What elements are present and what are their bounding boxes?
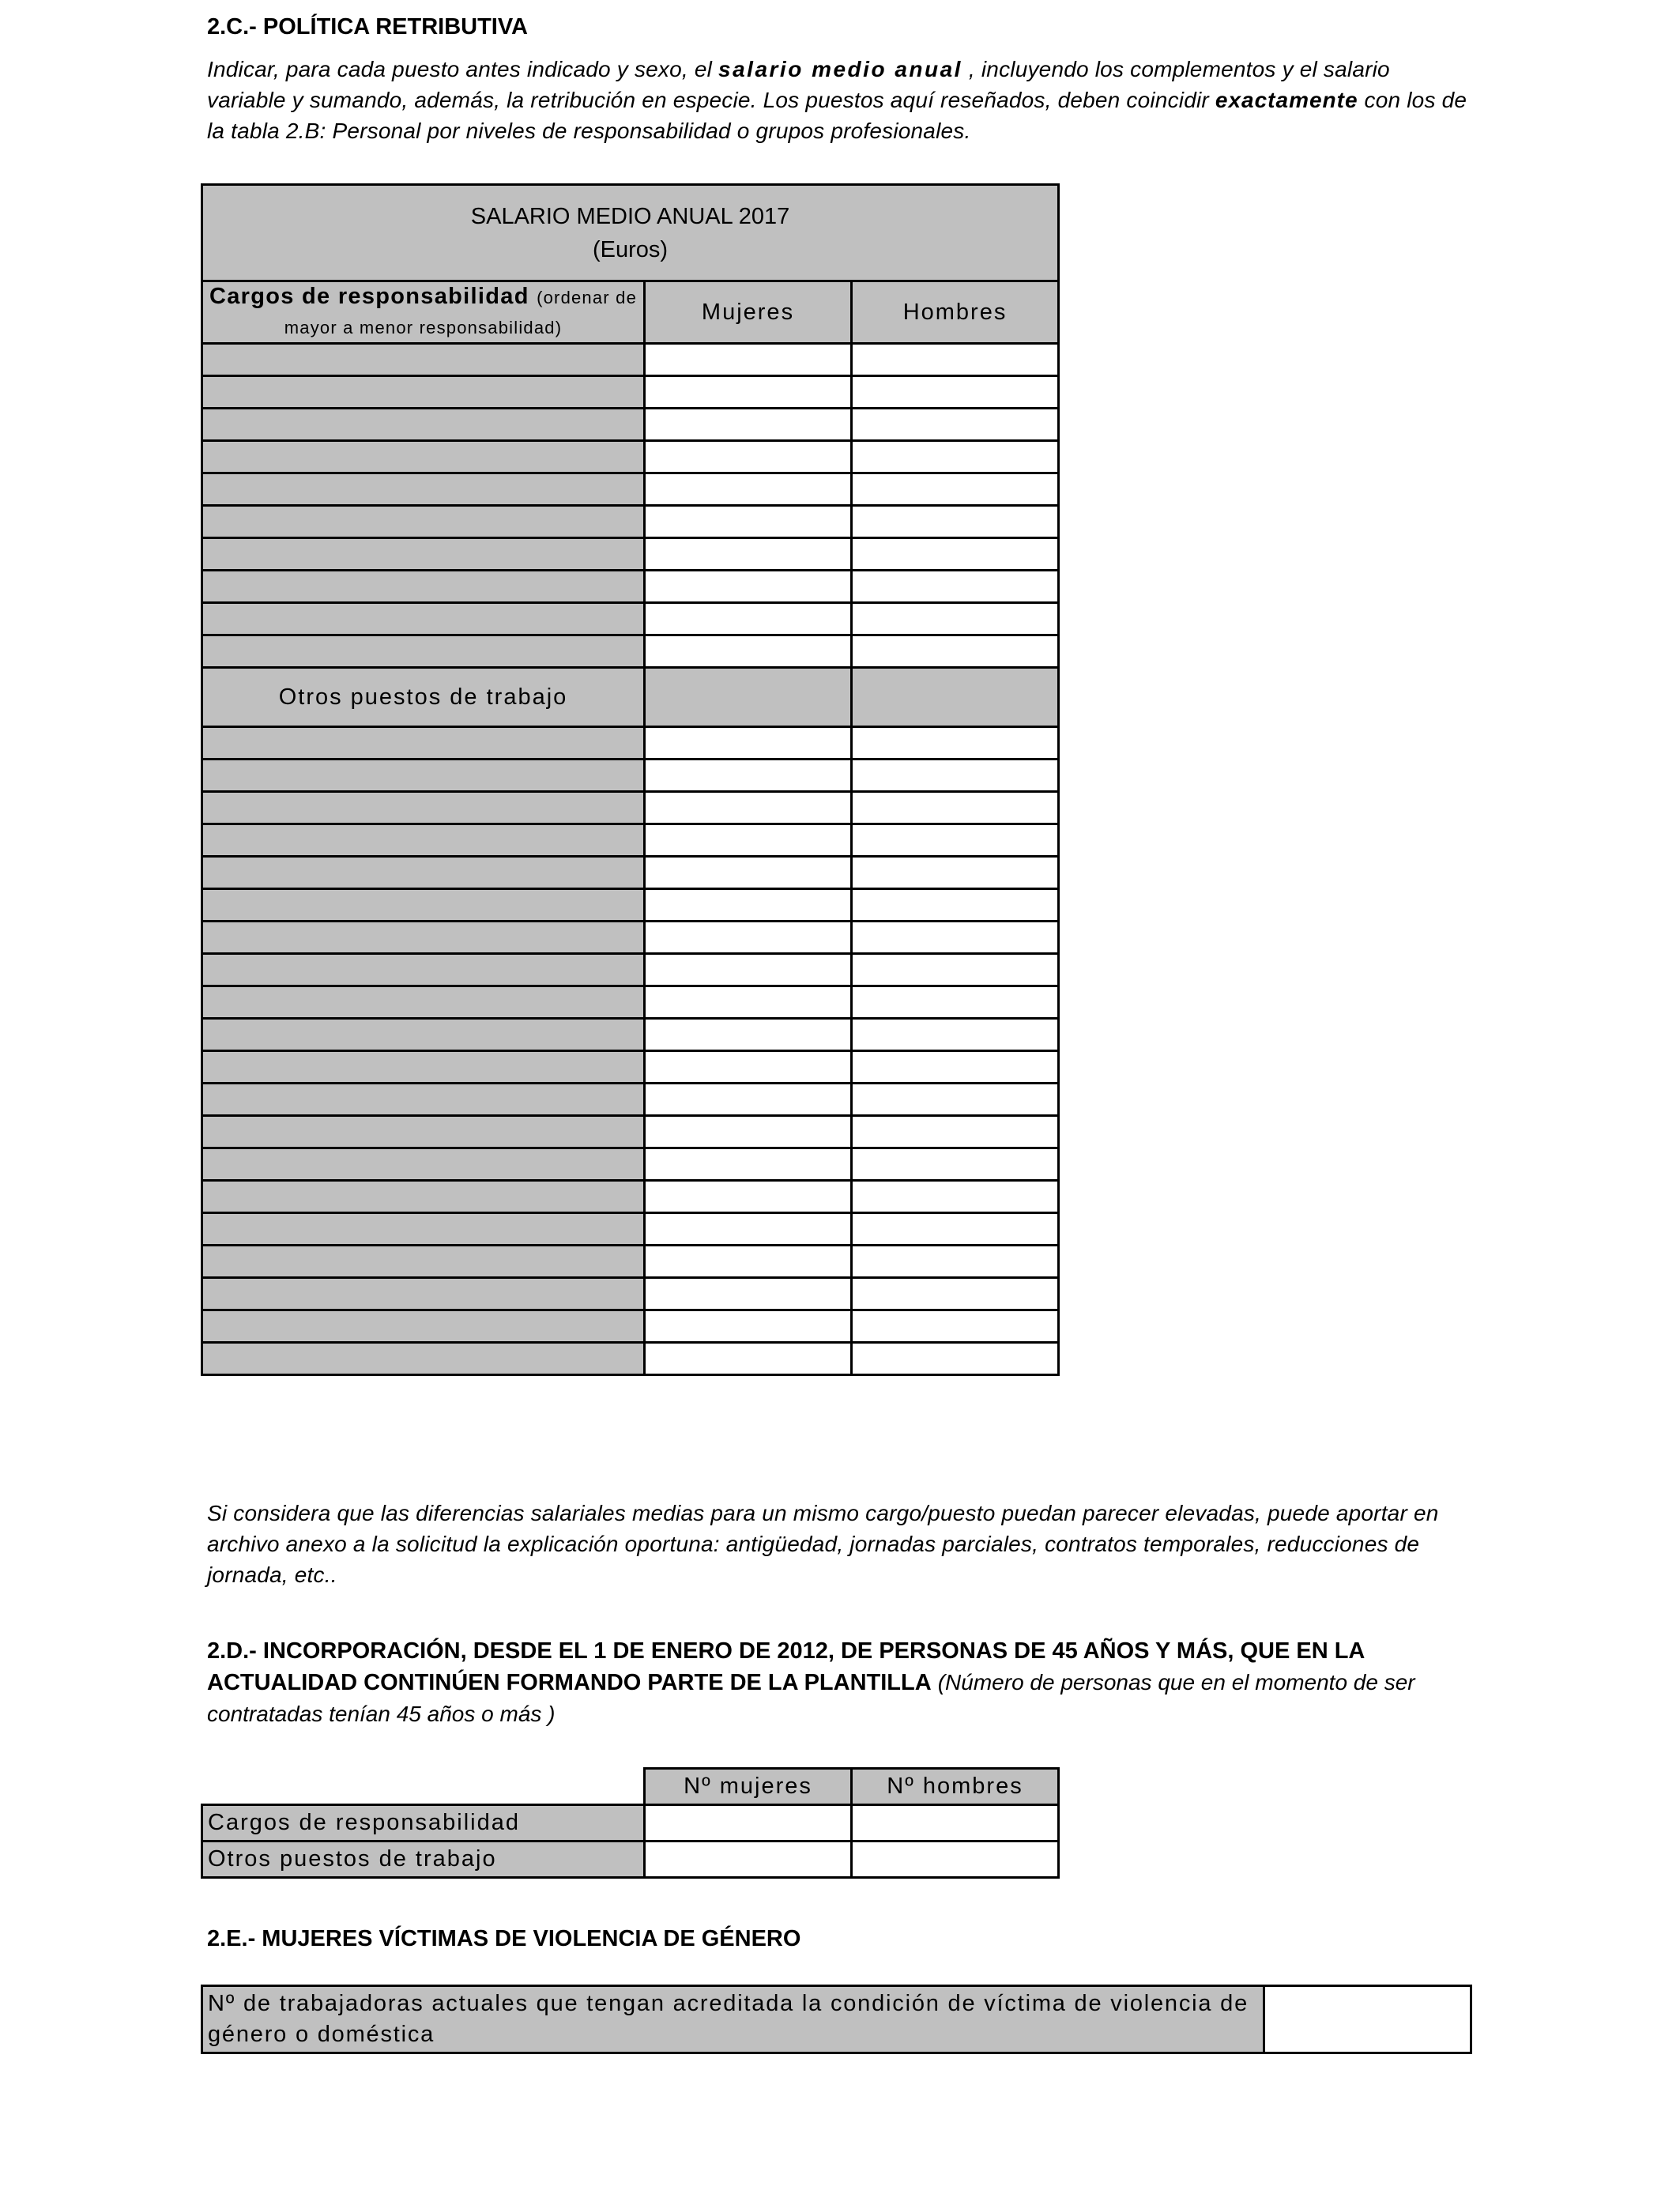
age-resp-men-input[interactable]	[852, 1805, 1059, 1842]
responsibility-row	[202, 409, 1059, 441]
responsibility-women-input[interactable]	[645, 603, 852, 635]
responsibility-row	[202, 571, 1059, 603]
other-job-row	[202, 1181, 1059, 1213]
responsibility-role-input[interactable]	[202, 441, 645, 473]
responsibility-women-input[interactable]	[645, 409, 852, 441]
other-job-row	[202, 1148, 1059, 1181]
other-job-men-input[interactable]	[852, 986, 1059, 1019]
other-job-men-input[interactable]	[852, 1148, 1059, 1181]
col-header-role	[202, 281, 645, 344]
other-job-row	[202, 857, 1059, 889]
other-job-row	[202, 1278, 1059, 1310]
other-job-men-input[interactable]	[852, 1116, 1059, 1148]
col-header-role-label: Cargos de responsabilidad	[209, 284, 529, 309]
other-jobs-women-header	[645, 668, 852, 727]
responsibility-role-input[interactable]	[202, 603, 645, 635]
salary-table-title-line1: SALARIO MEDIO ANUAL 2017	[470, 203, 790, 229]
other-job-role-input[interactable]	[202, 1310, 645, 1343]
other-job-women-input[interactable]	[645, 1181, 852, 1213]
responsibility-men-input[interactable]	[852, 441, 1059, 473]
other-job-role-input[interactable]	[202, 792, 645, 824]
other-job-men-input[interactable]	[852, 954, 1059, 986]
other-job-role-input[interactable]	[202, 1084, 645, 1116]
other-job-row	[202, 1310, 1059, 1343]
other-job-men-input[interactable]	[852, 1278, 1059, 1310]
section-c-intro	[207, 54, 1471, 146]
other-job-role-input[interactable]	[202, 1019, 645, 1051]
age-45-table	[201, 1767, 1060, 1879]
responsibility-men-input[interactable]	[852, 571, 1059, 603]
responsibility-row	[202, 603, 1059, 635]
responsibility-row	[202, 538, 1059, 571]
other-job-men-input[interactable]	[852, 824, 1059, 857]
responsibility-women-input[interactable]	[645, 635, 852, 668]
other-job-women-input[interactable]	[645, 1051, 852, 1084]
section-c-heading: 2.C.- POLÍTICA RETRIBUTIVA	[207, 14, 528, 40]
other-job-women-input[interactable]	[645, 727, 852, 760]
responsibility-men-input[interactable]	[852, 603, 1059, 635]
other-job-women-input[interactable]	[645, 760, 852, 792]
section-d-note: (Número de personas que en el momento de ser contratadas tenían 45 años o más )	[207, 1670, 1415, 1726]
responsibility-men-input[interactable]	[852, 635, 1059, 668]
other-job-women-input[interactable]	[645, 1084, 852, 1116]
other-job-men-input[interactable]	[852, 727, 1059, 760]
other-job-men-input[interactable]	[852, 1181, 1059, 1213]
responsibility-women-input[interactable]	[645, 538, 852, 571]
responsibility-men-input[interactable]	[852, 344, 1059, 376]
other-job-men-input[interactable]	[852, 760, 1059, 792]
other-job-women-input[interactable]	[645, 1246, 852, 1278]
other-jobs-header-row	[202, 668, 1059, 727]
other-job-role-input[interactable]	[202, 922, 645, 954]
responsibility-role-input[interactable]	[202, 344, 645, 376]
violence-count-input[interactable]	[1264, 1986, 1471, 2053]
other-job-women-input[interactable]	[645, 922, 852, 954]
age-col-men: Nº hombres	[852, 1769, 1059, 1805]
age-row-other-jobs: Otros puestos de trabajo	[202, 1842, 645, 1878]
intro-text-2: , incluyendo los complementos y el salario variable y sumando, además, la retribución en especie. Los puestos aquí reseñados, deben coincidir	[207, 57, 1390, 112]
other-job-women-input[interactable]	[645, 1213, 852, 1246]
other-job-men-input[interactable]	[852, 922, 1059, 954]
responsibility-women-input[interactable]	[645, 506, 852, 538]
other-job-women-input[interactable]	[645, 824, 852, 857]
other-job-women-input[interactable]	[645, 1148, 852, 1181]
other-job-role-input[interactable]	[202, 1278, 645, 1310]
other-job-role-input[interactable]	[202, 1213, 645, 1246]
salary-table-title	[202, 185, 1059, 281]
responsibility-men-input[interactable]	[852, 376, 1059, 409]
other-job-role-input[interactable]	[202, 1246, 645, 1278]
responsibility-women-input[interactable]	[645, 473, 852, 506]
other-job-row	[202, 792, 1059, 824]
other-job-women-input[interactable]	[645, 1343, 852, 1375]
responsibility-role-input[interactable]	[202, 376, 645, 409]
other-job-row	[202, 889, 1059, 922]
responsibility-row	[202, 635, 1059, 668]
other-job-role-input[interactable]	[202, 1343, 645, 1375]
other-job-role-input[interactable]	[202, 1116, 645, 1148]
responsibility-role-input[interactable]	[202, 409, 645, 441]
section-d-heading: 2.D.- INCORPORACIÓN, DESDE EL 1 DE ENERO DE 2012, DE PERSONAS DE 45 AÑOS Y MÁS, QUE EN LA ACTUALIDAD CONTINÚEN FORMANDO PARTE DE LA PLANTILLA	[207, 1638, 1365, 1695]
other-job-row	[202, 986, 1059, 1019]
other-job-men-input[interactable]	[852, 1246, 1059, 1278]
responsibility-role-input[interactable]	[202, 635, 645, 668]
other-job-role-input[interactable]	[202, 760, 645, 792]
other-job-women-input[interactable]	[645, 1116, 852, 1148]
other-job-men-input[interactable]	[852, 1213, 1059, 1246]
other-job-role-input[interactable]	[202, 1051, 645, 1084]
responsibility-row	[202, 506, 1059, 538]
responsibility-men-input[interactable]	[852, 506, 1059, 538]
responsibility-row	[202, 344, 1059, 376]
other-job-women-input[interactable]	[645, 889, 852, 922]
col-header-role-note: (ordenar de mayor a menor responsabilidad)	[284, 288, 638, 337]
responsibility-women-input[interactable]	[645, 571, 852, 603]
other-job-row	[202, 1019, 1059, 1051]
other-job-row	[202, 824, 1059, 857]
other-job-row	[202, 1051, 1059, 1084]
other-job-men-input[interactable]	[852, 1343, 1059, 1375]
age-resp-women-input[interactable]	[645, 1805, 852, 1842]
salary-difference-note: Si considera que las diferencias salariales medias para un mismo cargo/puesto puedan parecer elevadas, puede aportar en archivo anexo a la solicitud la explicación oportuna: antigüedad, jornadas parciales, contratos temporales, reducciones de jornada, etc..	[207, 1501, 1439, 1587]
salary-table	[201, 183, 1060, 1376]
other-job-men-input[interactable]	[852, 1310, 1059, 1343]
responsibility-men-input[interactable]	[852, 409, 1059, 441]
section-d-block	[207, 1636, 1471, 1730]
other-job-role-input[interactable]	[202, 1181, 645, 1213]
col-header-women: Mujeres	[645, 281, 852, 344]
other-job-row	[202, 954, 1059, 986]
other-job-row	[202, 922, 1059, 954]
other-job-women-input[interactable]	[645, 986, 852, 1019]
col-header-men: Hombres	[852, 281, 1059, 344]
other-job-row	[202, 1213, 1059, 1246]
other-job-role-input[interactable]	[202, 986, 645, 1019]
other-job-row	[202, 1084, 1059, 1116]
violence-table	[201, 1985, 1472, 2054]
other-job-men-input[interactable]	[852, 1051, 1059, 1084]
other-job-role-input[interactable]	[202, 1148, 645, 1181]
age-table-corner	[202, 1769, 645, 1805]
other-job-role-input[interactable]	[202, 857, 645, 889]
other-job-row	[202, 1343, 1059, 1375]
responsibility-role-input[interactable]	[202, 571, 645, 603]
other-job-row	[202, 1246, 1059, 1278]
other-job-row	[202, 760, 1059, 792]
salary-table-title-line2: (Euros)	[592, 236, 669, 262]
violence-label: Nº de trabajadoras actuales que tengan acreditada la condición de víctima de violencia de género o doméstica	[202, 1986, 1264, 2053]
responsibility-women-input[interactable]	[645, 344, 852, 376]
other-jobs-men-header	[852, 668, 1059, 727]
responsibility-role-input[interactable]	[202, 538, 645, 571]
responsibility-men-input[interactable]	[852, 473, 1059, 506]
responsibility-row	[202, 376, 1059, 409]
other-job-women-input[interactable]	[645, 954, 852, 986]
other-job-men-input[interactable]	[852, 889, 1059, 922]
other-job-women-input[interactable]	[645, 792, 852, 824]
other-job-men-input[interactable]	[852, 857, 1059, 889]
responsibility-women-input[interactable]	[645, 441, 852, 473]
responsibility-role-input[interactable]	[202, 506, 645, 538]
age-row-responsibility: Cargos de responsabilidad	[202, 1805, 645, 1842]
other-job-role-input[interactable]	[202, 727, 645, 760]
age-other-men-input[interactable]	[852, 1842, 1059, 1878]
other-jobs-label: Otros puestos de trabajo	[202, 668, 645, 727]
responsibility-men-input[interactable]	[852, 538, 1059, 571]
age-other-women-input[interactable]	[645, 1842, 852, 1878]
age-col-women: Nº mujeres	[645, 1769, 852, 1805]
other-job-women-input[interactable]	[645, 1019, 852, 1051]
other-job-men-input[interactable]	[852, 1019, 1059, 1051]
other-job-women-input[interactable]	[645, 1310, 852, 1343]
responsibility-role-input[interactable]	[202, 473, 645, 506]
intro-bold-exact: exactamente	[1215, 88, 1358, 112]
other-job-row	[202, 1116, 1059, 1148]
other-job-women-input[interactable]	[645, 1278, 852, 1310]
responsibility-row	[202, 441, 1059, 473]
other-job-role-input[interactable]	[202, 889, 645, 922]
other-job-row	[202, 727, 1059, 760]
other-job-role-input[interactable]	[202, 824, 645, 857]
other-job-role-input[interactable]	[202, 954, 645, 986]
section-e-heading: 2.E.- MUJERES VÍCTIMAS DE VIOLENCIA DE GÉNERO	[207, 1926, 801, 1951]
intro-bold-salary: salario medio anual	[718, 57, 962, 81]
other-job-men-input[interactable]	[852, 792, 1059, 824]
other-job-men-input[interactable]	[852, 1084, 1059, 1116]
responsibility-row	[202, 473, 1059, 506]
intro-text-3: con los de la tabla 2.B: Personal por niveles de responsabilidad o grupos profesionales.	[207, 88, 1467, 143]
responsibility-women-input[interactable]	[645, 376, 852, 409]
other-job-women-input[interactable]	[645, 857, 852, 889]
intro-text-1: Indicar, para cada puesto antes indicado y sexo, el	[207, 57, 719, 81]
